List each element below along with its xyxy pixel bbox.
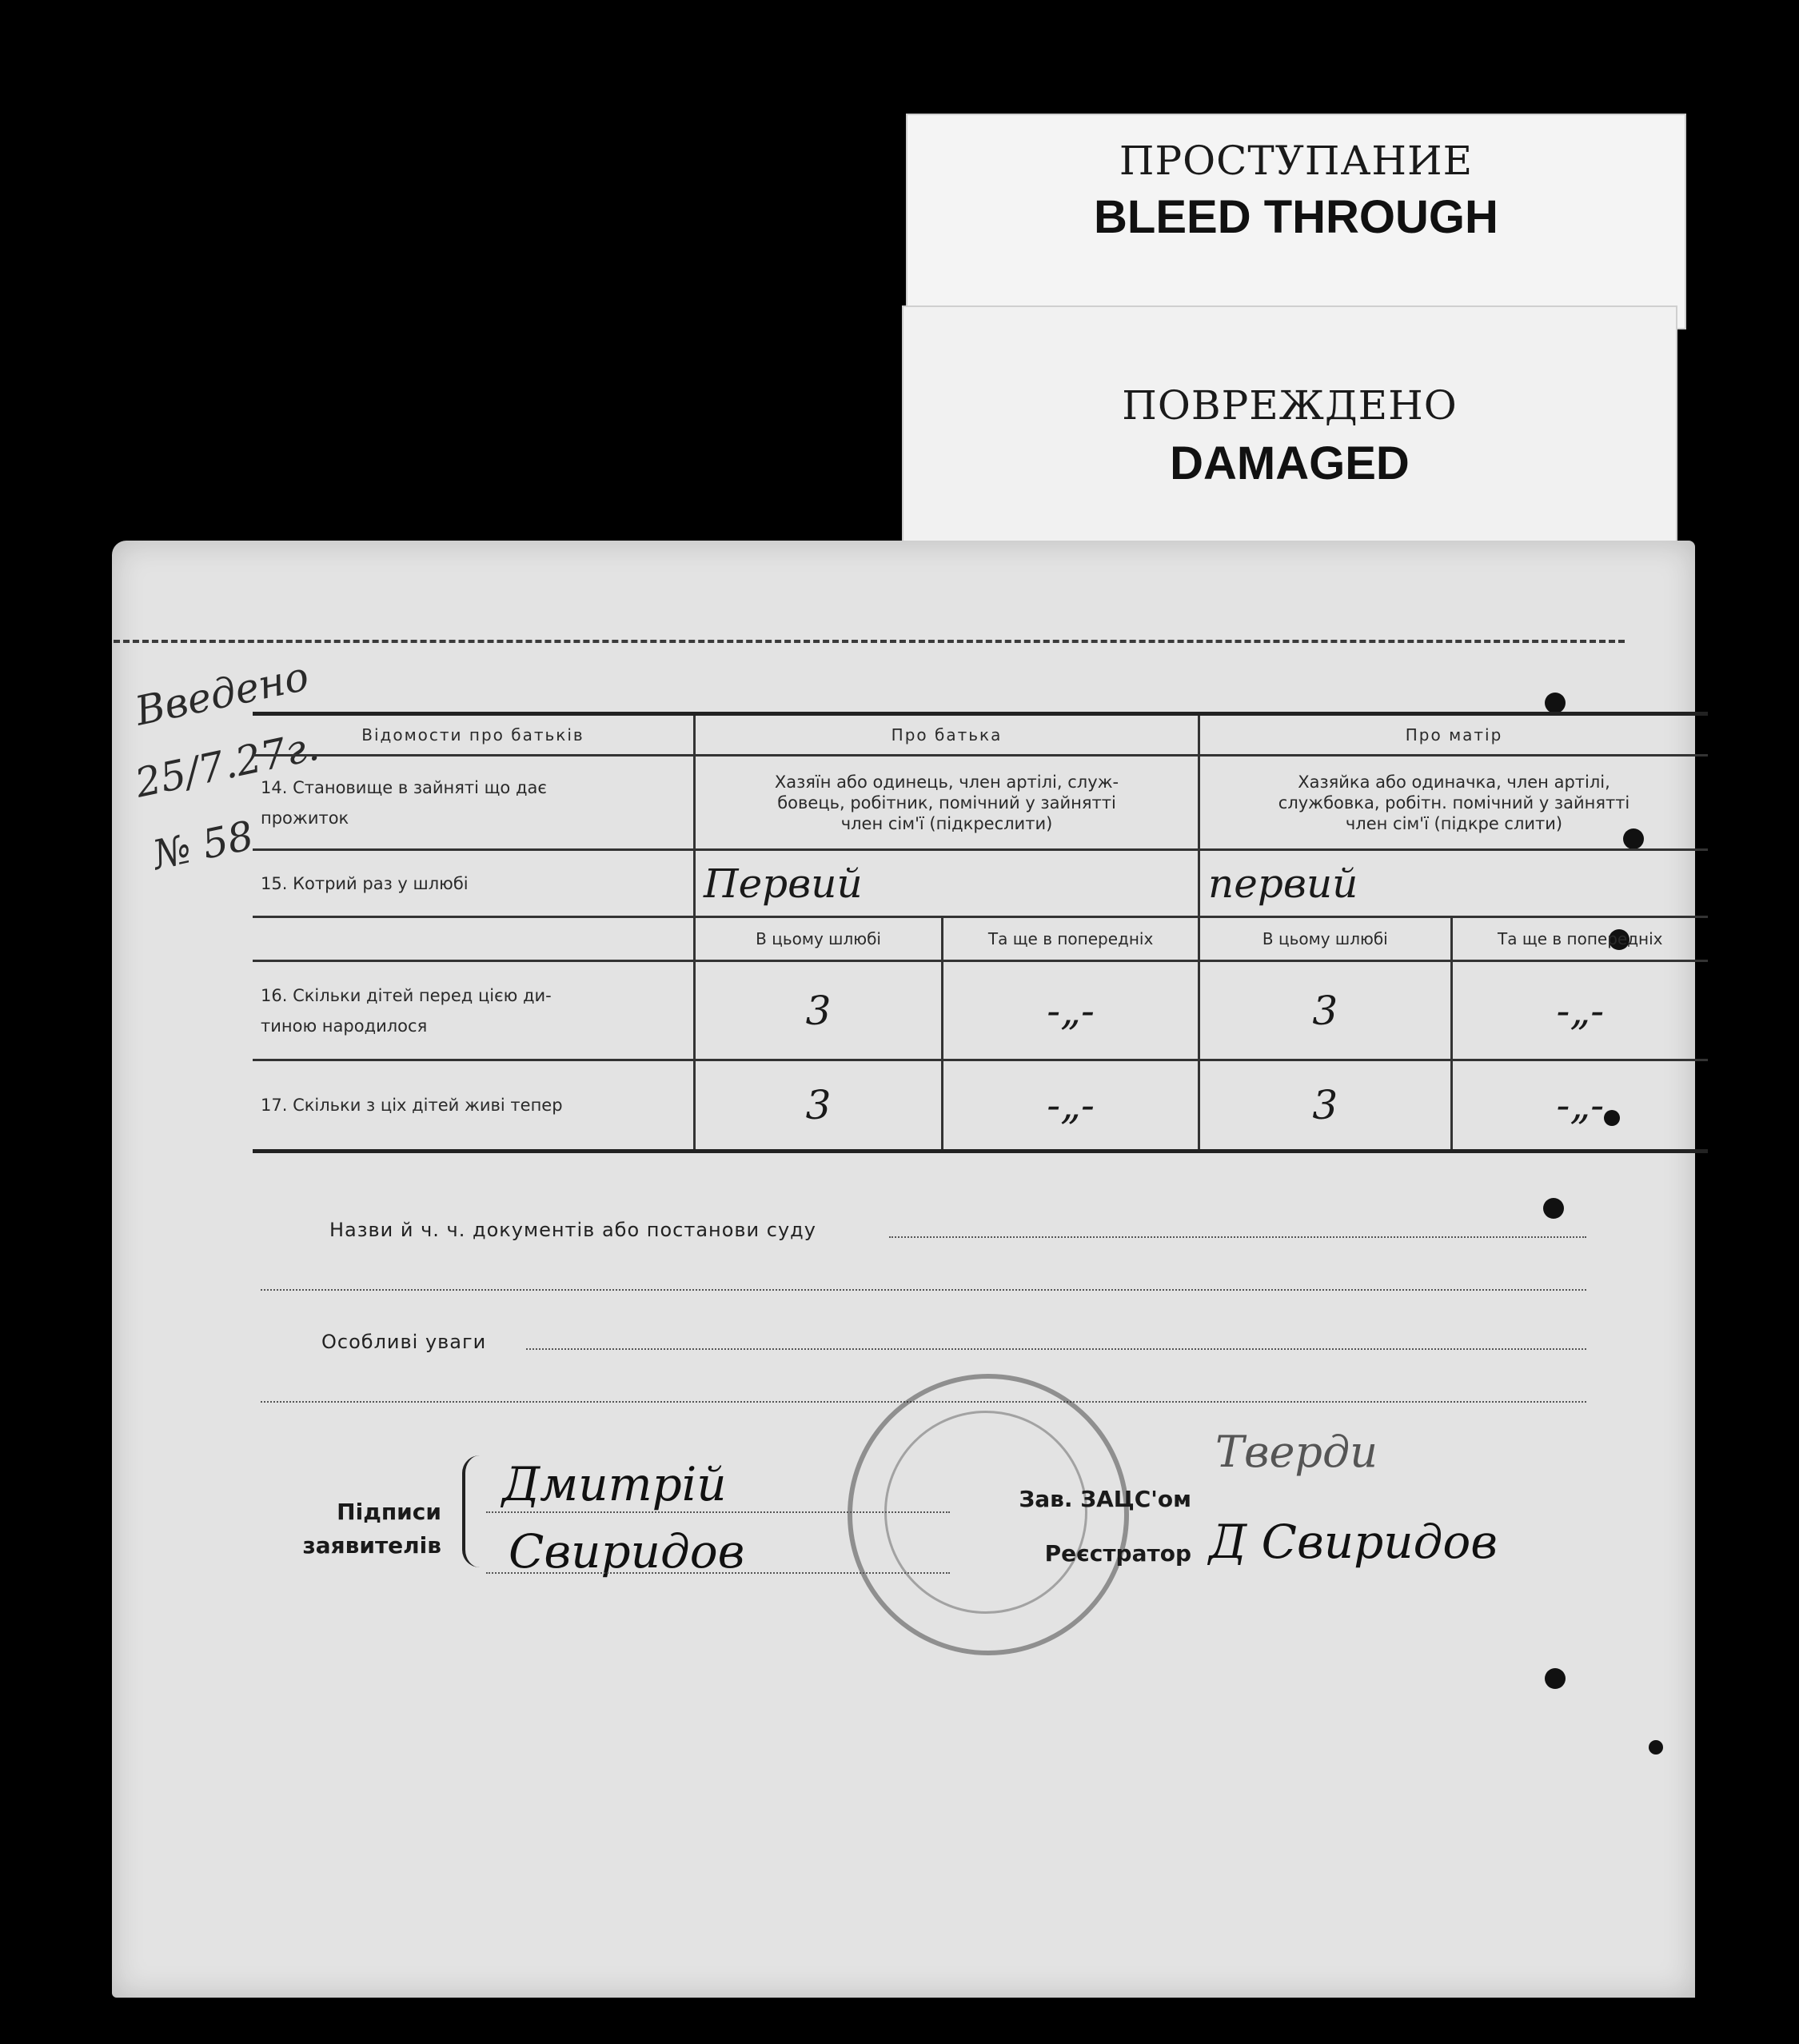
- row17-mother-this: 3: [1199, 1060, 1452, 1152]
- damaged-ru: ПОВРЕЖДЕНО: [1122, 382, 1458, 429]
- margin-note-number: № 58: [149, 812, 258, 879]
- registrar-label: Реєстратор: [1044, 1540, 1191, 1567]
- row14-father-line1: Хазяїн або одинець, член артілі, служ-: [774, 772, 1119, 792]
- punch-hole: [1545, 693, 1566, 713]
- row14-mother-line3: член сім'ї (підкре слити): [1345, 813, 1563, 833]
- registrar-signature: Д Свиридов: [1209, 1515, 1498, 1569]
- notes-label: Особливі уваги: [321, 1331, 487, 1353]
- row16-father-previous: -„-: [943, 961, 1199, 1060]
- row15-label: 15. Котрий раз у шлюбі: [261, 873, 469, 893]
- signature-brace: [462, 1455, 481, 1567]
- applicant-signature-line-2: [486, 1572, 950, 1574]
- margin-note-entered: Введено: [131, 653, 313, 735]
- row14-label-line1: 14. Становище в зайняті що дає: [261, 777, 547, 797]
- bleed-through-ru: ПРОСТУПАНИЕ: [1119, 138, 1474, 184]
- applicant-signature-1: Дмитрій: [502, 1457, 727, 1511]
- row14-mother-line2: службовка, робітн. помічний у зайнятті: [1278, 792, 1630, 812]
- row14-father-line3: член сім'ї (підкреслити): [840, 813, 1053, 833]
- bleed-through-card: [906, 114, 1686, 329]
- row14-mother-options: [1199, 756, 1708, 850]
- subheader-father-previous: Та ще в попередніх: [943, 917, 1199, 961]
- table-header-parents-info: Відомости про батьків: [361, 725, 584, 745]
- applicants-label-1: Підписи: [337, 1499, 441, 1525]
- row17-father-previous: -„-: [943, 1060, 1199, 1152]
- row17-label: 17. Скільки з ціх дітей живі тепер: [261, 1096, 563, 1115]
- damaged-card: [902, 305, 1677, 561]
- punch-hole: [1649, 1740, 1663, 1755]
- row16-label: [253, 961, 694, 1060]
- row17-mother-previous: -„-: [1451, 1060, 1708, 1152]
- documents-dotline-2: [261, 1289, 1586, 1291]
- form-sheet: [112, 541, 1695, 1998]
- row14-label: [253, 756, 694, 850]
- subheader-mother-previous: Та ще в попередніх: [1451, 917, 1708, 961]
- applicants-label-2: заявителів: [302, 1532, 441, 1559]
- table-header-mother: Про матір: [1199, 714, 1708, 756]
- parents-info-table: [253, 712, 1708, 1153]
- head-signature: Тверди: [1215, 1427, 1378, 1477]
- head-label: Зав. ЗАЦС'ом: [1019, 1486, 1191, 1512]
- subheader-mother-this: В цьому шлюбі: [1199, 917, 1452, 961]
- row16-label-line2: тиною народилося: [261, 1016, 428, 1036]
- margin-note-date: 25/7.27г.: [131, 722, 323, 807]
- row16-mother-previous: -„-: [1451, 961, 1708, 1060]
- row15-mother-value: первий: [1199, 850, 1708, 917]
- table-header-father: Про батька: [694, 714, 1199, 756]
- subheader-father-this: В цьому шлюбі: [694, 917, 942, 961]
- punch-hole: [1545, 1668, 1566, 1689]
- punch-hole: [1543, 1198, 1564, 1219]
- notes-dotline: [526, 1348, 1586, 1350]
- official-seal: [848, 1374, 1129, 1655]
- row14-father-options: [694, 756, 1199, 850]
- bleed-through-en: BLEED THROUGH: [1094, 191, 1498, 243]
- row15-father-value: Первий: [694, 850, 1199, 917]
- perforation-line: [114, 640, 1625, 643]
- documents-dotline: [889, 1236, 1586, 1238]
- row14-label-line2: прожиток: [261, 808, 349, 828]
- damaged-en: DAMAGED: [1170, 437, 1410, 489]
- row16-mother-this: 3: [1199, 961, 1452, 1060]
- row17-father-this: 3: [694, 1060, 942, 1152]
- applicant-signature-2: Свиридов: [509, 1524, 745, 1579]
- documents-label: Назви й ч. ч. документів або постанови суду: [329, 1219, 816, 1241]
- row14-father-line2: бовець, робітник, помічний у зайнятті: [777, 792, 1116, 812]
- row14-mother-line1: Хазяйка або одиначка, член артілі,: [1298, 772, 1610, 792]
- row16-father-this: 3: [694, 961, 942, 1060]
- row16-label-line1: 16. Скільки дітей перед цією ди-: [261, 985, 552, 1005]
- applicant-signature-line-1: [486, 1511, 950, 1513]
